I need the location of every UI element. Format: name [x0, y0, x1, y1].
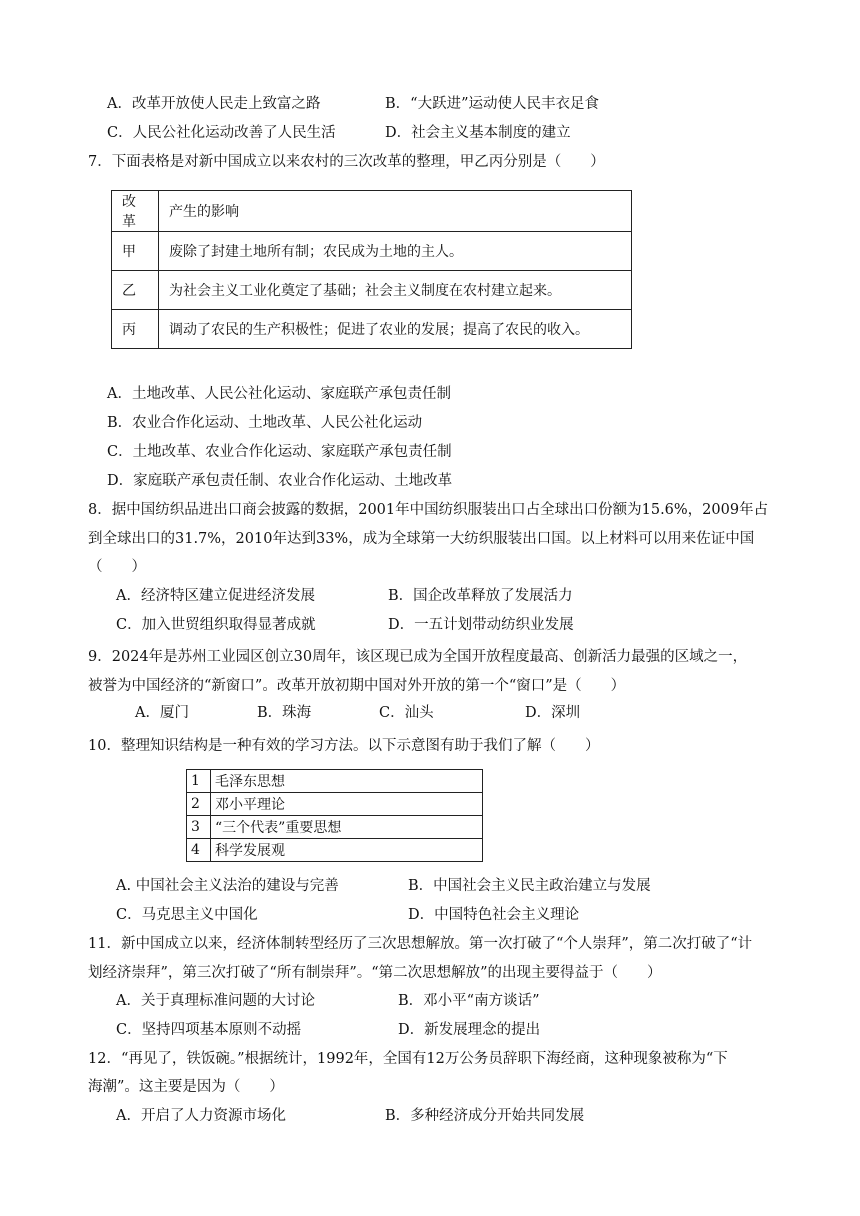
q7-header-impact: 产生的影响 — [159, 191, 632, 232]
q11-stem-line-2: 划经济崇拜”，第三次打破了“所有制崇拜”。“第二次思想解放”的出现主要得益于（ ） — [88, 965, 662, 981]
q10-row-theory: “三个代表”重要思想 — [211, 816, 483, 839]
q7-header-reform: 改革 — [112, 191, 159, 232]
q9-option-a: A．厦门 — [135, 705, 189, 721]
q9-option-d: D．深圳 — [525, 705, 581, 721]
table-row — [187, 793, 483, 816]
q10-option-c: C．马克思主义中国化 — [116, 907, 258, 923]
q8-stem-line-2: 到全球出口的31.7%，2010年达到33%，成为全球第一大纺织服装出口国。以上材料可以用来佐证中国 — [88, 531, 755, 547]
q6-option-a: A．改革开放使人民走上致富之路 — [107, 96, 321, 112]
q10-row-number: 3 — [187, 816, 211, 839]
table-row — [187, 816, 483, 839]
q10-diagram-table — [186, 769, 483, 862]
q11-option-c: C．坚持四项基本原则不动摇 — [116, 1022, 302, 1038]
q11-option-d: D．新发展理念的提出 — [398, 1022, 541, 1038]
q10-row-number: 4 — [187, 839, 211, 862]
table-row — [187, 839, 483, 862]
q7-table-header-row — [112, 191, 632, 232]
table-row — [112, 232, 632, 271]
table-row — [187, 770, 483, 793]
q11-option-b: B．邓小平“南方谈话” — [398, 993, 540, 1009]
table-row — [112, 271, 632, 310]
q10-stem: 10．整理知识结构是一种有效的学习方法。以下示意图有助于我们了解（ ） — [88, 738, 600, 754]
q7-row-label: 乙 — [112, 271, 159, 310]
q12-stem-line-1: 12．“再见了，铁饭碗。”根据统计，1992年，全国有12万公务员辞职下海经商，这种现象被称为“下 — [88, 1051, 728, 1067]
q11-stem-line-1: 11．新中国成立以来，经济体制转型经历了三次思想解放。第一次打破了“个人崇拜”，第二次打破了“计 — [88, 936, 753, 952]
q9-stem-line-1: 9．2024年是苏州工业园区创立30周年，该区现已成为全国开放程度最高、创新活力最强的区域之一， — [88, 649, 748, 665]
q10-row-theory: 邓小平理论 — [211, 793, 483, 816]
q8-option-d: D．一五计划带动纺织业发展 — [388, 617, 574, 633]
q10-row-theory: 科学发展观 — [211, 839, 483, 862]
q7-option-a: A．土地改革、人民公社化运动、家庭联产承包责任制 — [107, 386, 451, 402]
q12-option-b: B．多种经济成分开始共同发展 — [385, 1108, 585, 1124]
q7-option-c: C．土地改革、农业合作化运动、家庭联产承包责任制 — [107, 444, 452, 460]
q6-option-c: C．人民公社化运动改善了人民生活 — [107, 125, 336, 141]
q12-option-a: A．开启了人力资源市场化 — [116, 1108, 286, 1124]
q6-option-d: D．社会主义基本制度的建立 — [385, 125, 571, 141]
q12-stem-line-2: 海潮”。这主要是因为（ ） — [88, 1079, 284, 1095]
q10-option-b: B．中国社会主义民主政治建立与发展 — [408, 878, 651, 894]
q7-row-impact: 调动了农民的生产积极性；促进了农业的发展；提高了农民的收入。 — [159, 310, 632, 349]
table-row — [112, 310, 632, 349]
q10-row-number: 1 — [187, 770, 211, 793]
q7-table — [111, 190, 632, 349]
q7-row-impact: 为社会主义工业化奠定了基础；社会主义制度在农村建立起来。 — [159, 271, 632, 310]
q10-option-a: A. 中国社会主义法治的建设与完善 — [116, 878, 339, 894]
q7-row-label: 甲 — [112, 232, 159, 271]
q7-row-impact: 废除了封建土地所有制；农民成为土地的主人。 — [159, 232, 632, 271]
q11-option-a: A．关于真理标准问题的大讨论 — [116, 993, 315, 1009]
q10-option-d: D．中国特色社会主义理论 — [408, 907, 580, 923]
q10-row-theory: 毛泽东思想 — [211, 770, 483, 793]
q10-row-number: 2 — [187, 793, 211, 816]
q8-stem-line-1: 8．据中国纺织品进出口商会披露的数据，2001年中国纺织服装出口占全球出口份额为15.6%，2009年占 — [88, 502, 769, 518]
q8-stem-line-3: （ ） — [88, 559, 146, 575]
q9-stem-line-2: 被誉为中国经济的“新窗口”。改革开放初期中国对外开放的第一个“窗口”是（ ） — [88, 678, 626, 694]
q7-option-b: B．农业合作化运动、土地改革、人民公社化运动 — [107, 415, 423, 431]
q9-option-b: B．珠海 — [257, 705, 312, 721]
q8-option-a: A．经济特区建立促进经济发展 — [116, 588, 315, 604]
q8-option-c: C．加入世贸组织取得显著成就 — [116, 617, 316, 633]
q6-option-b: B．“大跃进”运动使人民丰衣足食 — [385, 96, 599, 112]
q7-stem: 7．下面表格是对新中国成立以来农村的三次改革的整理，甲乙丙分别是（ ） — [88, 154, 605, 170]
q8-option-b: B．国企改革释放了发展活力 — [388, 588, 573, 604]
q7-option-d: D．家庭联产承包责任制、农业合作化运动、土地改革 — [107, 473, 453, 489]
q9-option-c: C．汕头 — [379, 705, 434, 721]
q7-row-label: 丙 — [112, 310, 159, 349]
